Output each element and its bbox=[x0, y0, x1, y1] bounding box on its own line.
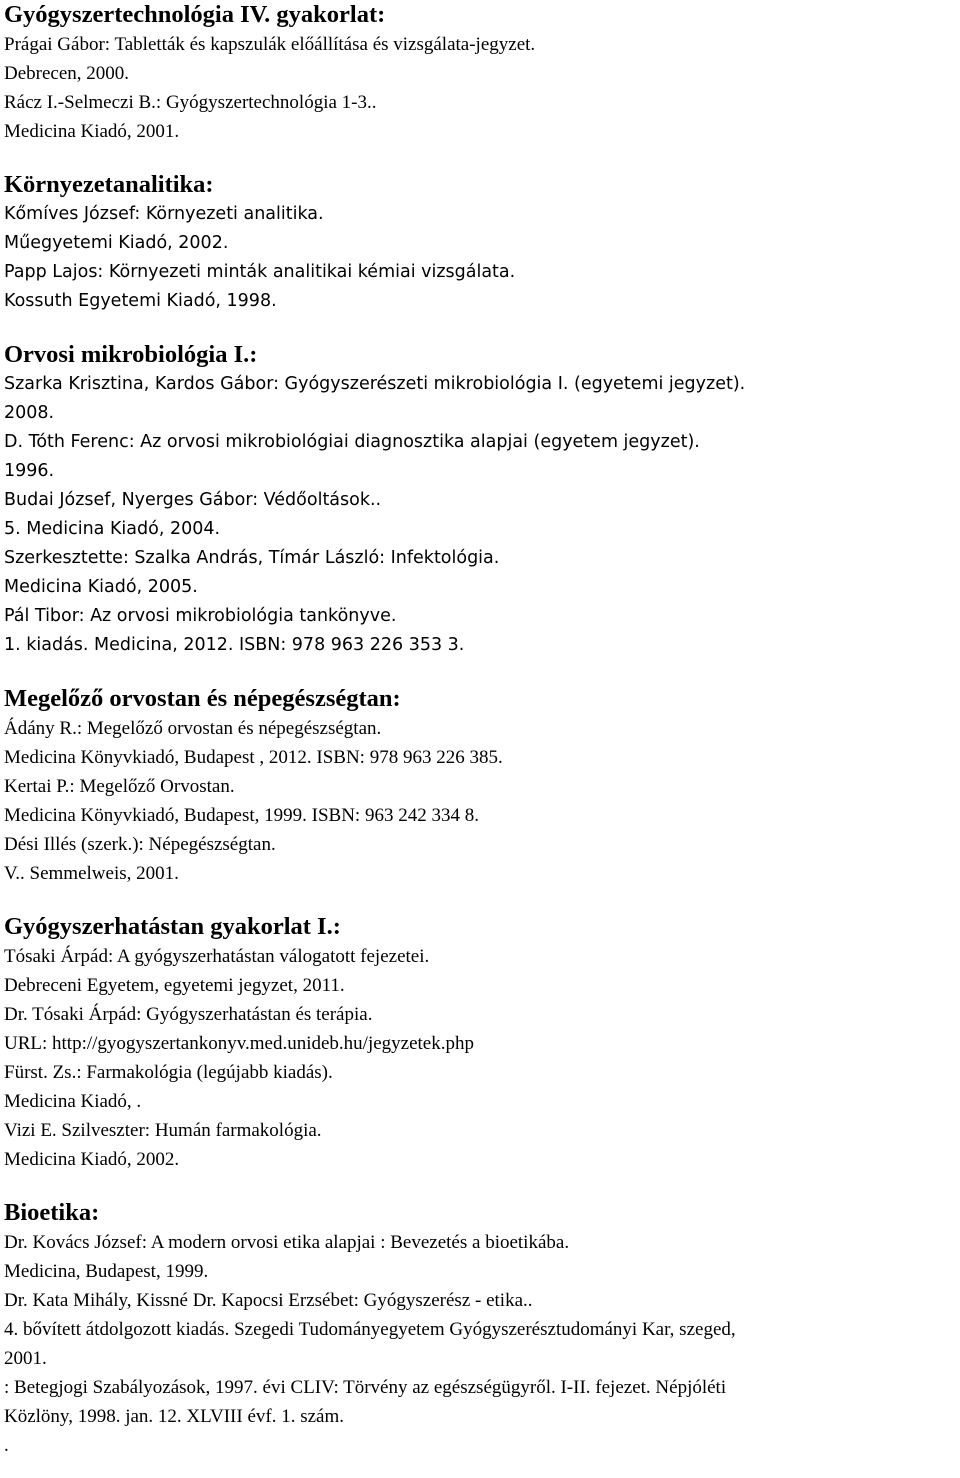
list-item: Kőmíves József: Környezeti analitika. bbox=[4, 204, 324, 224]
section-title: Környezetanalitika: bbox=[4, 171, 214, 198]
section-bioetika bbox=[4, 1198, 956, 1460]
list-item: 5. Medicina Kiadó, 2004. bbox=[4, 519, 221, 539]
list-item: Medicina Kiadó, 2002. bbox=[4, 1149, 180, 1170]
list-item: V.. Semmelweis, 2001. bbox=[4, 863, 179, 884]
section-title: Megelőző orvostan és népegészségtan: bbox=[4, 685, 401, 712]
list-item: 4. bővített átdolgozott kiadás. Szegedi Tudományegyetem Gyógyszerésztudományi Kar, szeged, bbox=[4, 1319, 736, 1340]
section-title: Gyógyszertechnológia IV. gyakorlat: bbox=[4, 1, 386, 28]
section-title: Orvosi mikrobiológia I.: bbox=[4, 341, 258, 368]
list-item: Medicina, Budapest, 1999. bbox=[4, 1261, 209, 1282]
list-item: 2008. bbox=[4, 403, 55, 423]
reading-list-document bbox=[4, 0, 956, 1460]
list-item: Közlöny, 1998. jan. 12. XLVIII évf. 1. szám. bbox=[4, 1406, 344, 1427]
list-item: Fürst. Zs.: Farmakológia (legújabb kiadás). bbox=[4, 1062, 333, 1083]
list-item: Pál Tibor: Az orvosi mikrobiológia tankönyve. bbox=[4, 606, 397, 626]
list-item: Dr. Kata Mihály, Kissné Dr. Kapocsi Erzsébet: Gyógyszerész - etika.. bbox=[4, 1290, 533, 1311]
list-item: Tósaki Árpád: A gyógyszerhatástan válogatott fejezetei. bbox=[4, 946, 430, 967]
section-gyogyszertechnologia bbox=[4, 0, 956, 146]
list-item: Medicina Kiadó, 2005. bbox=[4, 577, 198, 597]
section-title: Gyógyszerhatástan gyakorlat I.: bbox=[4, 913, 341, 940]
list-item: Ádány R.: Megelőző orvostan és népegészségtan. bbox=[4, 718, 382, 739]
list-item: Medicina Kiadó, 2001. bbox=[4, 121, 180, 142]
list-item: URL: http://gyogyszertankonyv.med.unideb.hu/jegyzetek.php bbox=[4, 1033, 474, 1054]
section-orvosi-mikrobiologia bbox=[4, 340, 956, 660]
list-item: Medicina Könyvkiadó, Budapest , 2012. ISBN: 978 963 226 385. bbox=[4, 747, 503, 768]
list-item: Kertai P.: Megelőző Orvostan. bbox=[4, 776, 235, 797]
list-item: Prágai Gábor: Tabletták és kapszulák előállítása és vizsgálata-jegyzet. bbox=[4, 34, 536, 55]
section-megelozo-orvostan bbox=[4, 684, 956, 888]
list-item: Szarka Krisztina, Kardos Gábor: Gyógyszerészeti mikrobiológia I. (egyetemi jegyzet). bbox=[4, 374, 746, 394]
section-title: Bioetika: bbox=[4, 1199, 100, 1226]
list-item: Debrecen, 2000. bbox=[4, 63, 130, 84]
list-item: Medicina Könyvkiadó, Budapest, 1999. ISBN: 963 242 334 8. bbox=[4, 805, 479, 826]
list-item: D. Tóth Ferenc: Az orvosi mikrobiológiai diagnosztika alapjai (egyetem jegyzet). bbox=[4, 432, 700, 452]
section-gyogyszerhatastan bbox=[4, 912, 956, 1174]
list-item: 1. kiadás. Medicina, 2012. ISBN: 978 963 226 353 3. bbox=[4, 635, 465, 655]
list-item: Műegyetemi Kiadó, 2002. bbox=[4, 233, 229, 253]
list-item: Kossuth Egyetemi Kiadó, 1998. bbox=[4, 291, 277, 311]
list-item: Budai József, Nyerges Gábor: Védőoltások.. bbox=[4, 490, 382, 510]
list-item: : Betegjogi Szabályozások, 1997. évi CLIV: Törvény az egészségügyről. I-II. fejezet. Népjóléti bbox=[4, 1377, 727, 1398]
list-item: 2001. bbox=[4, 1348, 47, 1369]
list-item: Szerkesztette: Szalka András, Tímár László: Infektológia. bbox=[4, 548, 500, 568]
list-item: Vizi E. Szilveszter: Humán farmakológia. bbox=[4, 1120, 322, 1141]
list-item: . bbox=[4, 1435, 9, 1456]
list-item: Medicina Kiadó, . bbox=[4, 1091, 142, 1112]
section-kornyezetanalitika bbox=[4, 170, 956, 316]
list-item: Rácz I.-Selmeczi B.: Gyógyszertechnológia 1-3.. bbox=[4, 92, 377, 113]
list-item: Dési Illés (szerk.): Népegészségtan. bbox=[4, 834, 276, 855]
list-item: Dr. Kovács József: A modern orvosi etika alapjai : Bevezetés a bioetikába. bbox=[4, 1232, 570, 1253]
list-item: Papp Lajos: Környezeti minták analitikai kémiai vizsgálata. bbox=[4, 262, 516, 282]
list-item: Dr. Tósaki Árpád: Gyógyszerhatástan és terápia. bbox=[4, 1004, 373, 1025]
list-item: 1996. bbox=[4, 461, 55, 481]
list-item: Debreceni Egyetem, egyetemi jegyzet, 2011. bbox=[4, 975, 345, 996]
